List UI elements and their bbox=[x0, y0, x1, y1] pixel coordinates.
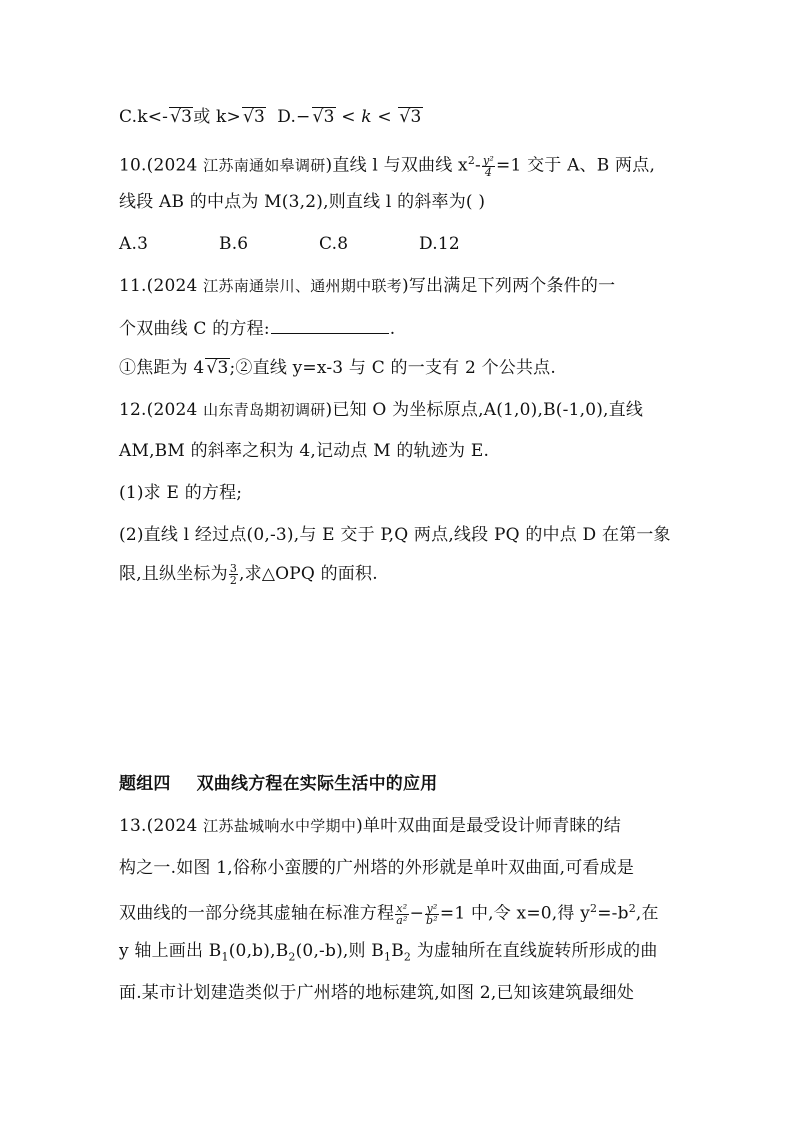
q10-option-d: D.12 bbox=[419, 234, 460, 254]
q13-stem: 13.(2024 江苏盐城响水中学期中)单叶双曲面是最受设计师青睐的结 bbox=[119, 816, 621, 836]
fraction-x2-over-a2: $\frac{\text{x²}}{\text{a²}}$ bbox=[396, 901, 408, 927]
fraction-y2-over-4: $\frac{\text{y²}}{4}$ bbox=[482, 153, 495, 179]
fraction-3-over-2: $\frac{3}{2}$ bbox=[229, 562, 238, 587]
q10-options bbox=[119, 233, 519, 255]
q12-source: 山东青岛期初调研 bbox=[203, 401, 326, 419]
q13-line3: 双曲线的一部分绕其虚轴在标准方程 $\frac{\text{x²}}{\text{a²}}$ − $\frac{\text{y²}}{\text{b²}}$ =1 中,令 x=0,得 $y^2=-b^2$,在 bbox=[119, 901, 659, 927]
q13-line2: 构之一.如图 1,俗称小蛮腰的广州塔的外形就是单叶双曲面,可看成是 bbox=[119, 858, 635, 878]
q10-option-a: A.3 bbox=[119, 234, 149, 254]
q13-source: 江苏盐城响水中学期中 bbox=[203, 817, 357, 835]
q12-part1: (1)求 E 的方程; bbox=[119, 483, 243, 503]
q13-line5: 面.某市计划建造类似于广州塔的地标建筑,如图 2,已知该建筑最细处 bbox=[119, 983, 635, 1003]
q10-source: 江苏南通如皋调研 bbox=[203, 156, 326, 175]
sqrt-3: √3 bbox=[242, 107, 266, 127]
q10-option-b: B.6 bbox=[219, 234, 249, 254]
q9-options-line: C.k<- √3或 k> √3 D.− √3 < k < √3 bbox=[119, 107, 422, 127]
sqrt-3: √3 bbox=[399, 107, 422, 127]
option-d-text: D.− bbox=[277, 107, 311, 127]
option-c-text: C.k<- bbox=[119, 107, 169, 127]
q10-line2: 线段 AB 的中点为 M(3,2),则直线 l 的斜率为( ) bbox=[119, 192, 486, 212]
section-title: 双曲线方程在实际生活中的应用 bbox=[196, 774, 438, 794]
sqrt-3: √3 bbox=[170, 107, 193, 127]
q13-line4: y 轴上画出 $B_1(0,b),B_2(0,-b)$,则 $B_1B_2$ 为虚轴所在直线旋转所形成的曲 bbox=[119, 941, 658, 964]
fraction-y2-over-b2: $\frac{\text{y²}}{\text{b²}}$ bbox=[426, 901, 438, 927]
q10-stem: 10.(2024 江苏南通如皋调研)直线 l 与双曲线 $x^2-$ $\frac{\text{y²}}{4}$ =1 交于 A、B 两点, bbox=[119, 153, 656, 179]
q12-part2: (2)直线 l 经过点(0,-3),与 E 交于 P,Q 两点,线段 PQ 的中点 D 在第一象 bbox=[119, 525, 671, 545]
section-heading bbox=[119, 773, 437, 795]
q11-conditions: ①焦距为 4 √3;②直线 y=x-3 与 C 的一支有 2 个公共点. bbox=[119, 358, 556, 378]
sqrt-3: √3 bbox=[312, 107, 335, 127]
q12-line2: AM,BM 的斜率之积为 4,记动点 M 的轨迹为 E. bbox=[119, 441, 490, 461]
q12-stem: 12.(2024 山东青岛期初调研)已知 O 为坐标原点,A(1,0),B(-1,0),直线 bbox=[119, 400, 644, 420]
q11-line2: 个双曲线 C 的方程: . bbox=[119, 319, 396, 339]
q11-source: 江苏南通崇川、通州期中联考 bbox=[203, 277, 403, 295]
q10-option-c: C.8 bbox=[319, 234, 349, 254]
q11-stem: 11.(2024 江苏南通崇川、通州期中联考)写出满足下列两个条件的一 bbox=[119, 276, 616, 296]
q12-part2-cont: 限,且纵坐标为 $\frac{3}{2}$ ,求△OPQ 的面积. bbox=[119, 562, 378, 587]
sqrt-3: √3 bbox=[206, 358, 229, 378]
section-label: 题组四 bbox=[119, 774, 171, 794]
answer-blank[interactable] bbox=[271, 317, 389, 334]
